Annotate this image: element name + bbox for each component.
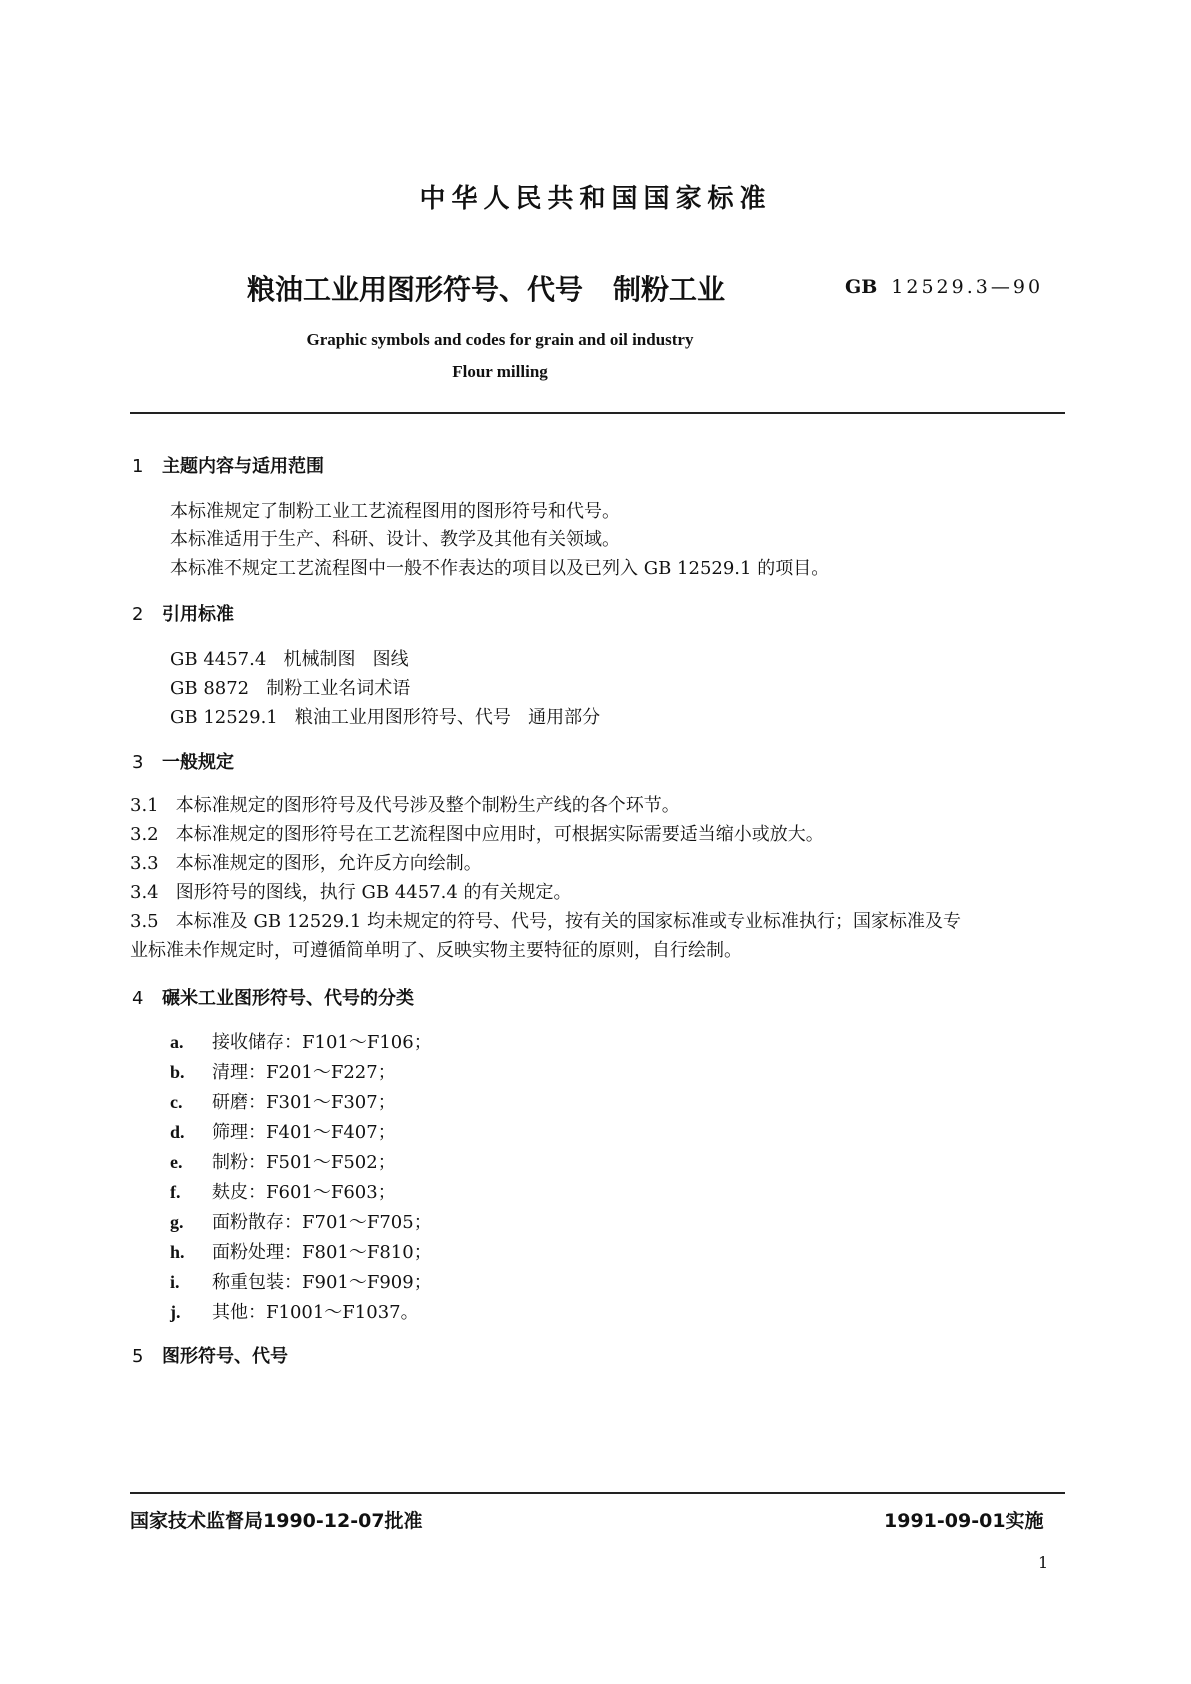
- clause: 3.3 本标准规定的图形，允许反方向绘制。: [130, 853, 482, 874]
- standard-code-number: 12529.3—90: [891, 276, 1044, 298]
- section-number: 2: [132, 604, 144, 625]
- list-item: d. 筛理：F401～F407；: [170, 1122, 396, 1143]
- section-1-heading: [132, 452, 324, 478]
- paragraph: 本标准规定了制粉工业工艺流程图用的图形符号和代号。: [170, 501, 620, 522]
- clause-continuation: 业标准未作规定时，可遵循简单明了、反映实物主要特征的原则，自行绘制。: [130, 940, 742, 961]
- list-item: i. 称重包装：F901～F909；: [170, 1272, 432, 1293]
- footer-divider: [130, 1492, 1065, 1494]
- section-number: 4: [132, 988, 144, 1009]
- list-item: b. 清理：F201～F227；: [170, 1062, 396, 1083]
- approval-date: 国家技术监督局1990-12-07批准: [130, 1510, 423, 1532]
- header-divider: [130, 412, 1065, 414]
- title-part-2: 制粉工业: [613, 273, 726, 306]
- section-title: 图形符号、代号: [162, 1346, 288, 1367]
- list-item: f. 麸皮：F601～F603；: [170, 1182, 396, 1203]
- title-part-1: 粮油工业用图形符号、代号: [247, 273, 584, 306]
- list-item: h. 面粉处理：F801～F810；: [170, 1242, 432, 1263]
- implementation-date: 1991-09-01实施: [884, 1510, 1044, 1532]
- paragraph: 本标准不规定工艺流程图中一般不作表达的项目以及已列入 GB 12529.1 的项目。: [170, 558, 830, 579]
- list-item: a. 接收储存：F101～F106；: [170, 1032, 432, 1053]
- section-number: 1: [132, 456, 144, 477]
- standard-code-prefix: GB: [845, 276, 878, 298]
- section-2-heading: [132, 600, 234, 626]
- english-title-line-2: Flour milling: [452, 362, 548, 381]
- standard-code: [845, 276, 1043, 298]
- list-item: j. 其他：F1001～F1037。: [170, 1302, 419, 1323]
- reference-item: GB 8872 制粉工业名词术语: [170, 678, 411, 699]
- section-number: 5: [132, 1346, 144, 1367]
- clause: 3.1 本标准规定的图形符号及代号涉及整个制粉生产线的各个环节。: [130, 795, 680, 816]
- section-title: 主题内容与适用范围: [162, 456, 324, 477]
- list-item: c. 研磨：F301～F307；: [170, 1092, 396, 1113]
- country-standard-heading: 中华人民共和国国家标准: [419, 184, 772, 214]
- section-5-heading: [132, 1342, 288, 1368]
- english-title-line-1: Graphic symbols and codes for grain and oil industry: [306, 330, 694, 349]
- list-item: e. 制粉：F501～F502；: [170, 1152, 396, 1173]
- list-item: g. 面粉散存：F701～F705；: [170, 1212, 432, 1233]
- section-4-heading: [132, 984, 414, 1010]
- section-title: 引用标准: [162, 604, 234, 625]
- page-number: 1: [1038, 1553, 1049, 1572]
- section-title: 一般规定: [162, 752, 234, 773]
- section-number: 3: [132, 752, 144, 773]
- section-title: 碾米工业图形符号、代号的分类: [162, 988, 414, 1009]
- clause: 3.5 本标准及 GB 12529.1 均未规定的符号、代号，按有关的国家标准或专业标准执行；国家标准及专: [130, 911, 961, 932]
- clause: 3.4 图形符号的图线，执行 GB 4457.4 的有关规定。: [130, 882, 572, 903]
- paragraph: 本标准适用于生产、科研、设计、教学及其他有关领域。: [170, 529, 620, 550]
- document-title: [247, 268, 725, 308]
- clause: 3.2 本标准规定的图形符号在工艺流程图中应用时，可根据实际需要适当缩小或放大。: [130, 824, 824, 845]
- reference-item: GB 4457.4 机械制图 图线: [170, 649, 409, 670]
- section-3-heading: [132, 748, 234, 774]
- reference-item: GB 12529.1 粮油工业用图形符号、代号 通用部分: [170, 707, 601, 728]
